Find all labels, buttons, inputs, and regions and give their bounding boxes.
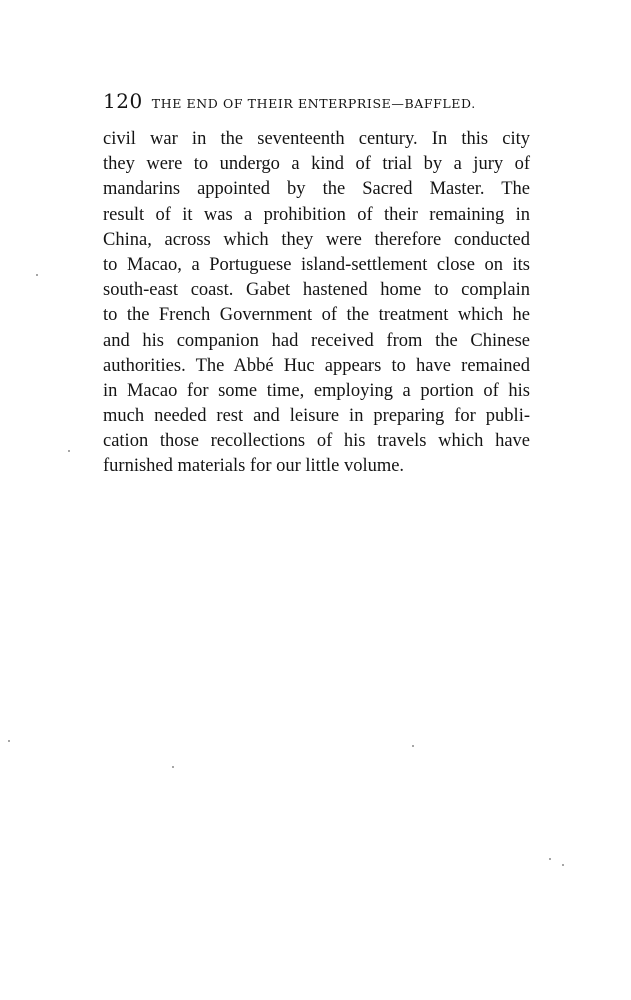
text-line: to the French Government of the treatment which he — [103, 305, 530, 326]
text-line: to Macao, a Portuguese island-settlement close on its — [103, 254, 530, 275]
paper-speck — [549, 858, 551, 860]
running-head-title: THE END OF THEIR ENTERPRISE—BAFFLED. — [151, 96, 476, 111]
body-paragraph — [103, 127, 530, 480]
text-line: civil war in the seventeenth century. In this city — [103, 129, 530, 149]
paper-speck — [172, 766, 174, 768]
text-line: and his companion had received from the Chinese — [103, 330, 530, 351]
paper-speck — [562, 864, 564, 866]
text-line: south-east coast. Gabet hastened home to complain — [103, 280, 530, 301]
text-line: cation those recollections of his travels which have — [103, 431, 530, 452]
text-line: in Macao for some time, employing a portion of his — [103, 380, 530, 401]
page-number: 120 — [103, 89, 143, 113]
text-line: furnished materials for our little volume. — [103, 456, 405, 477]
text-line: result of it was a prohibition of their remaining in — [103, 204, 530, 225]
paper-speck — [412, 745, 414, 747]
text-line: mandarins appointed by the Sacred Master. The — [103, 179, 530, 200]
text-line: authorities. The Abbé Huc appears to have remained — [103, 355, 530, 376]
paper-speck — [36, 274, 38, 276]
running-head — [103, 86, 528, 116]
text-line: China, across which they were therefore conducted — [103, 229, 530, 250]
text-line: they were to undergo a kind of trial by a jury of — [103, 154, 530, 175]
paper-speck — [8, 740, 10, 742]
text-line: much needed rest and leisure in preparing for publi- — [103, 406, 530, 427]
paper-speck — [68, 450, 70, 452]
